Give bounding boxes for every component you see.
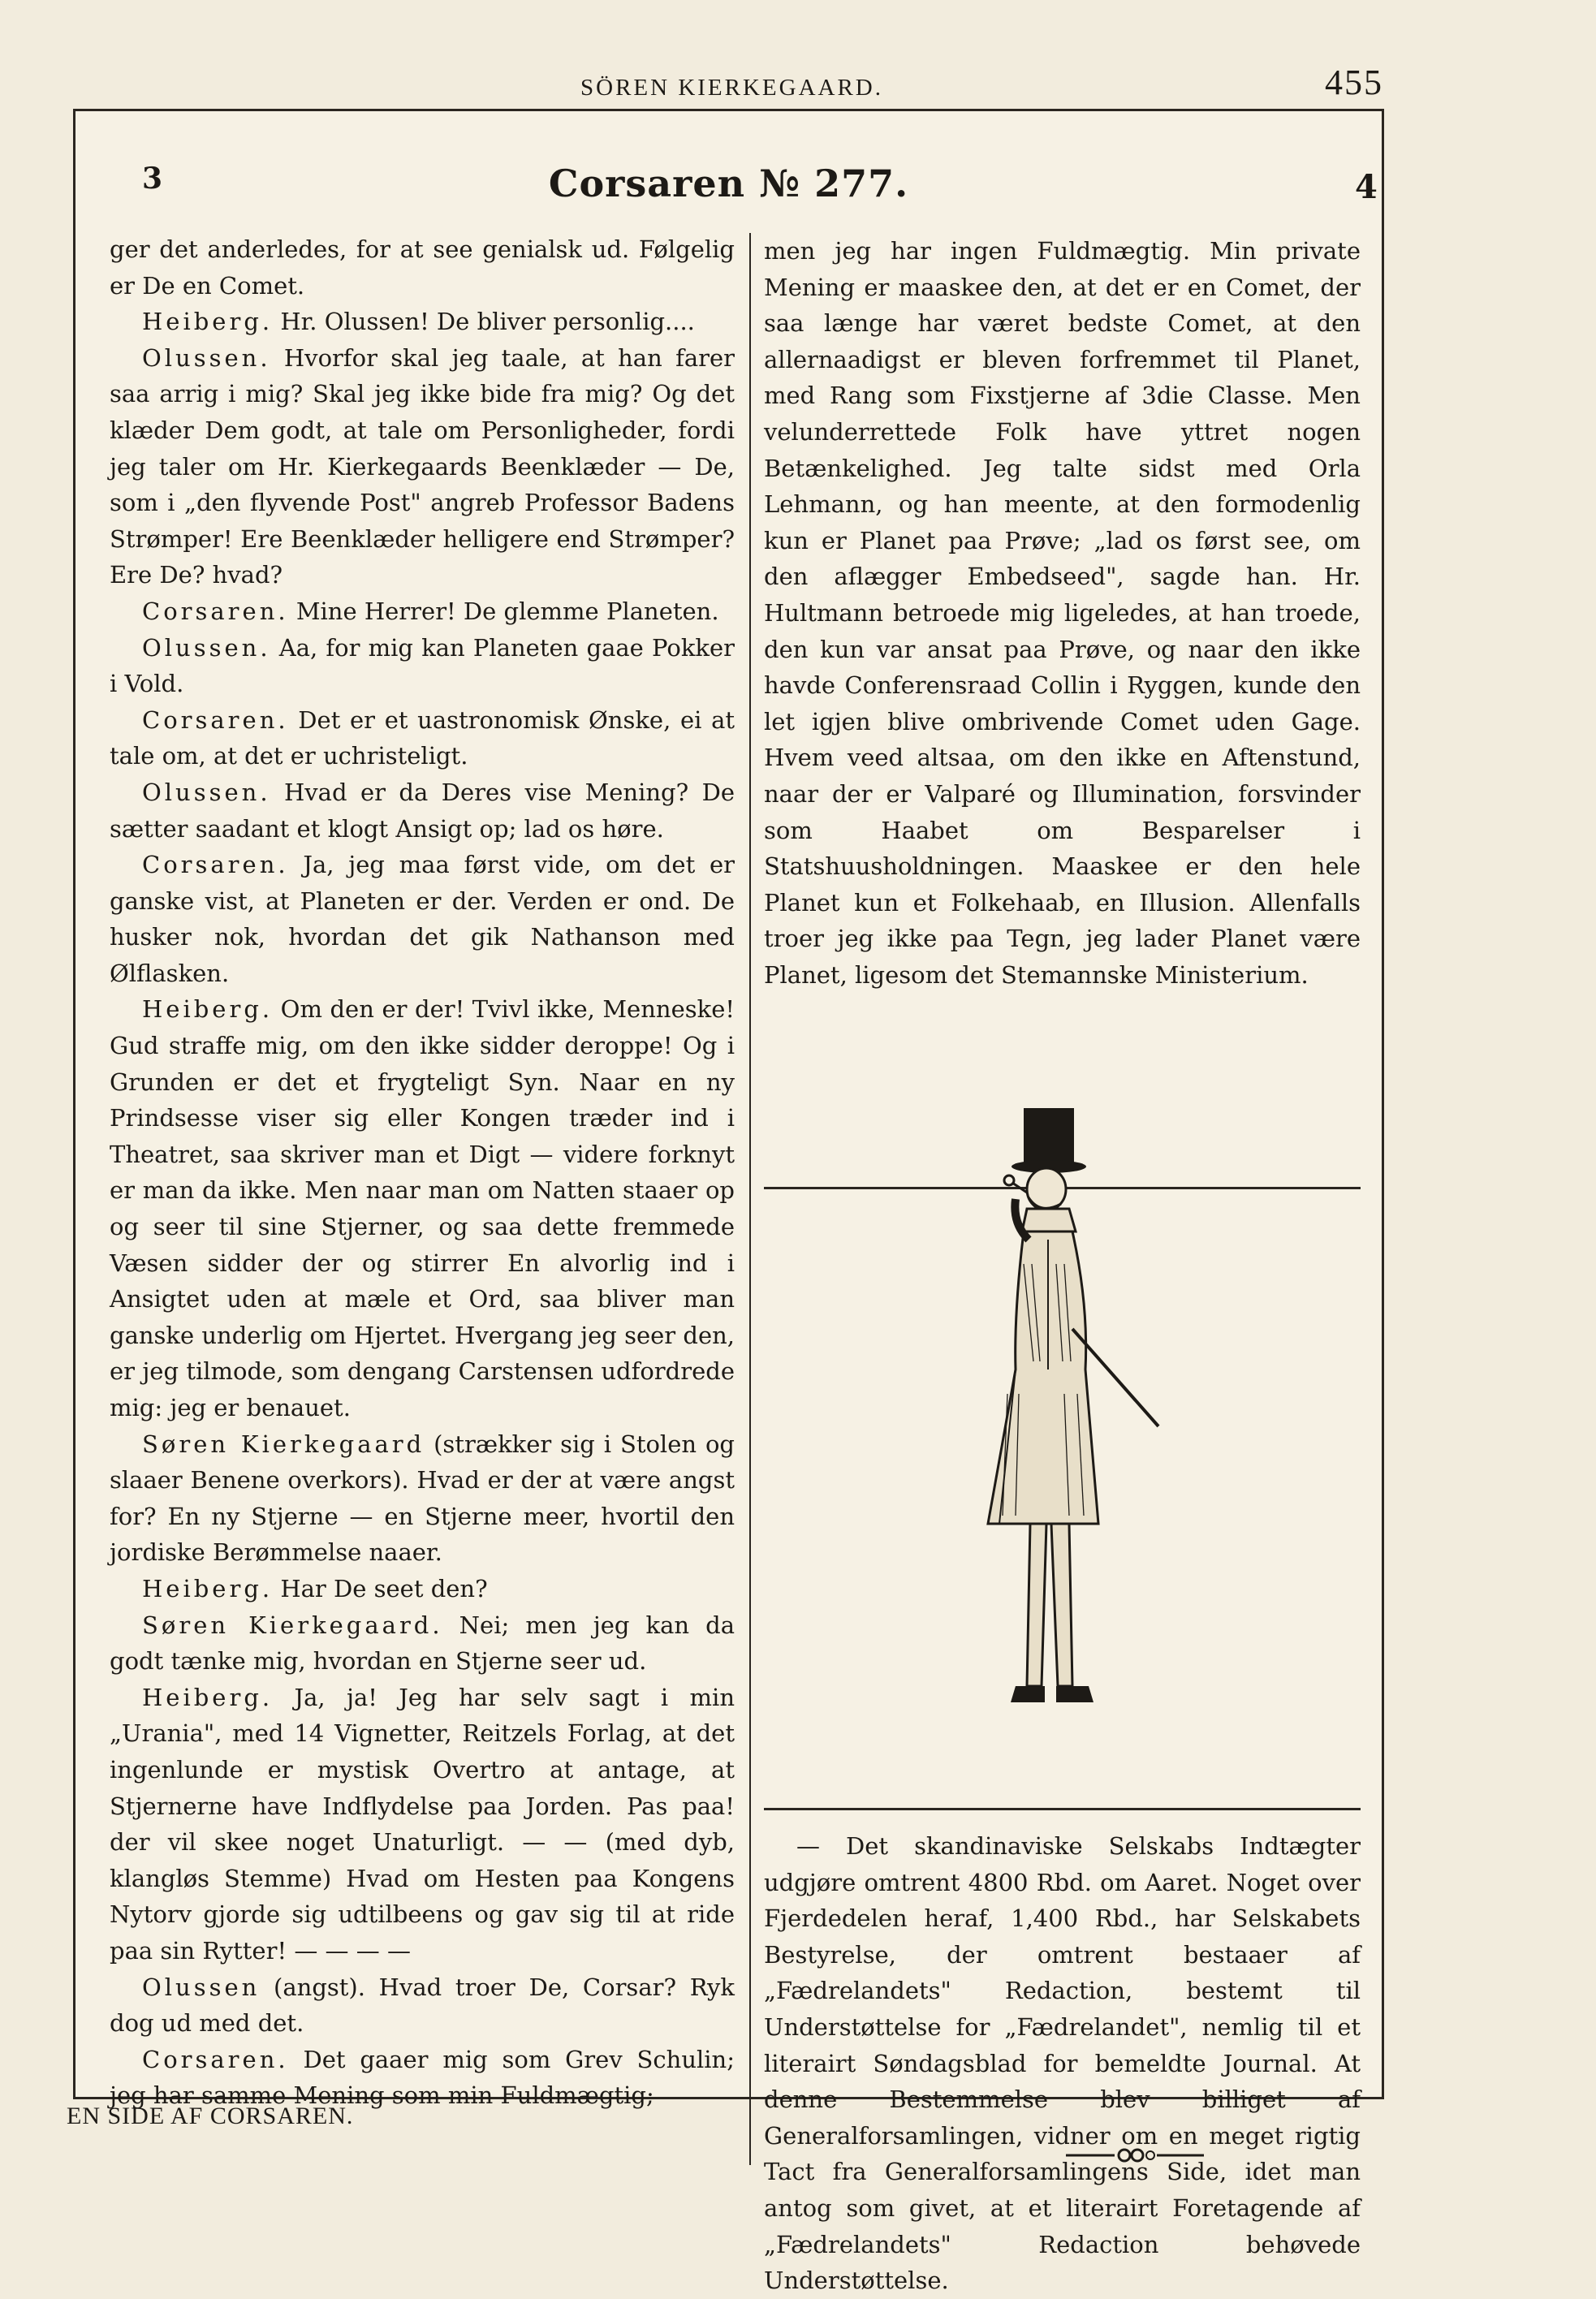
paragraph-text: ger det anderledes, for at see genialsk ud. Følgelig er De en Comet.	[110, 235, 735, 300]
paragraph	[110, 593, 735, 630]
speaker-name: Olussen	[142, 1973, 261, 2001]
speaker-name: Olussen.	[142, 343, 271, 372]
running-head	[0, 50, 1596, 102]
speaker-name: Olussen.	[142, 778, 271, 806]
right-column-bottom	[764, 1828, 1361, 2299]
paragraph	[110, 630, 735, 702]
paragraph-text: men jeg har ingen Fuldmægtig. Min private Mening er maaskee den, at det er en Comet, der saa længe har været bedste Comet, at den allernaadigst er bleven forfremmet til Planet, med Rang som Fixstjerne af 3die Classe. Men velunderrettede Folk have yttret nogen Betænkelighed. Jeg talte sidst med Orla Lehmann, og han meente, at den formodenlig kun er Planet paa Prøve; „lad os først see, om den aflægger Embedseed", sagde han. Hr. Hultmann betroede mig ligeledes, at han troede, den kun var ansat paa Prøve, og naar den ikke havde Conferensraad Collin i Ryggen, kunde den let igjen blive ombrivende Comet uden Gage. Hvem veed altsaa, om den ikke en Aftenstund, naar der er Valparé og Illumination, forsvinder som Haabet om Besparelser i Statshuusholdningen. Maaskee er den hele Planet kun et Folkehaab, en Illusion. Allenfalls troer jeg ikke paa Tegn, jeg lader Planet være Planet, ligesom det Stemannske Ministerium.	[764, 237, 1361, 989]
speaker-name: Heiberg.	[142, 995, 274, 1024]
paragraph	[110, 774, 735, 847]
speaker-name: Heiberg.	[142, 1683, 274, 1711]
paragraph	[110, 847, 735, 991]
paragraph	[110, 1571, 735, 1607]
paragraph-text: Det gaaer mig som Grev Schulin; jeg har samme Mening som min Fuldmægtig;	[110, 2045, 735, 2110]
speaker-name: Corsaren.	[142, 2045, 289, 2073]
paragraph-text: (angst). Hvad troer De, Corsar? Ryk dog ud med det.	[110, 1973, 735, 2038]
speaker-name: Heiberg.	[142, 1574, 274, 1602]
kierkegaard-caricature-icon	[967, 1102, 1162, 1751]
running-title: SÖREN KIERKEGAARD.	[580, 75, 883, 101]
paragraph	[764, 1828, 1361, 2299]
paragraph-text: (strækker sig i Stolen og slaaer Benene overkors). Hvad er der at være angst for? En ny Stjerne — en Stjerne meer, hvortil den jordiske Berømmelse naaer.	[110, 1430, 735, 1567]
paragraph-text: Har De seet den?	[280, 1574, 488, 1602]
paragraph-text: Nei; men jeg kan da godt tænke mig, hvordan en Stjerne seer ud.	[110, 1611, 735, 1676]
paragraph-text: Om den er der! Tvivl ikke, Menneske! Gud straffe mig, om den ikke sidder deroppe! Og i Grunden er det et frygteligt Syn. Naar en ny Prindsesse viser sig eller Kongen træder ind i Theatret, saa skriver man et Digt — videre forknyt er man da ikke. Men naar man om Natten staaer op og seer til sine Stjerner, og saa dette fremmede Væsen sidder der og stirrer En alvorlig ind i Ansigtet uden at mæle et Ord, saa bliver man ganske underlig om Hjertet. Hvergang jeg seer den, er jeg tilmode, som dengang Carstensen udfordrede mig: jeg er benauet.	[110, 995, 735, 1421]
paragraph-text: Hvorfor skal jeg taale, at han farer saa arrig i mig? Skal jeg ikke bide fra mig? Og det klæder Dem godt, at tale om Personligheder, fordi jeg taler om Hr. Kierkegaards Beenklæder — De, som i „den flyvende Post" angreb Professor Badens Strømper! Ere Beenklæder helligere end Strømper? Ere De? hvad?	[110, 343, 735, 589]
column-rule	[749, 233, 751, 2165]
paragraph	[110, 231, 735, 304]
paragraph-text: Hvad er da Deres vise Mening? De sætter saadant et klogt Ansigt op; lad os høre.	[110, 778, 735, 843]
speaker-name: Olussen.	[142, 633, 271, 662]
paragraph	[764, 233, 1361, 993]
speaker-name: Corsaren.	[142, 597, 289, 625]
paragraph	[110, 702, 735, 774]
speaker-name: Heiberg.	[142, 308, 274, 336]
paragraph	[110, 1969, 735, 2042]
paragraph-text: Mine Herrer! De glemme Planeten.	[295, 597, 719, 625]
folio-page-number: 455	[1325, 63, 1383, 102]
paragraph-text: Det er et uastronomisk Ønske, ei at tale om, at det er uchristeligt.	[110, 705, 735, 770]
paragraph-text: Ja, jeg maa først vide, om det er ganske vist, at Planeten er der. Verden er ond. De husker nok, hvordan det gik Nathanson med Ølflasken.	[110, 851, 735, 987]
page-caption: EN SIDE AF CORSAREN.	[67, 2103, 354, 2129]
right-column-top	[764, 233, 1361, 993]
paragraph	[110, 340, 735, 593]
section-divider-bottom	[764, 1808, 1361, 1810]
paragraph	[110, 1680, 735, 1969]
paragraph-text: Aa, for mig kan Planeten gaae Pokker i Vold.	[110, 633, 735, 698]
speaker-name: Søren Kierkegaard	[142, 1430, 425, 1458]
paragraph	[110, 1426, 735, 1571]
paragraph	[110, 304, 735, 340]
paragraph-text: Ja, ja! Jeg har selv sagt i min „Urania", med 14 Vignetter, Reitzels Forlag, at det ingenlunde er mystisk Overtro at antage, at Stjernerne have Indflydelse paa Jorden. Pas paa! der vil skee noget Unaturligt. — — (med dyb, klangløs Stemme) Hvad om Hesten paa Kongens Nytorv gjorde sig udtilbeens og gav sig til at ride paa sin Rytter! — — — —	[110, 1683, 735, 1965]
masthead	[75, 111, 1382, 213]
masthead-page-left: 3	[142, 162, 163, 196]
paragraph	[110, 1607, 735, 1680]
speaker-name: Corsaren.	[142, 851, 289, 879]
ornament-rule-icon	[1066, 2143, 1204, 2167]
speaker-name: Corsaren.	[142, 705, 289, 734]
paragraph-text: Hr. Olussen! De bliver personlig....	[280, 308, 695, 336]
left-column	[110, 231, 735, 2114]
masthead-page-right: 4	[1355, 168, 1378, 206]
speaker-name: Søren Kierkegaard.	[142, 1611, 443, 1639]
right-column	[764, 233, 1361, 2295]
paragraph	[110, 991, 735, 1426]
paragraph-text: — Det skandinaviske Selskabs Indtægter udgjøre omtrent 4800 Rbd. om Aaret. Noget over Fjerdedelen heraf, 1,400 Rbd., har Selskabets Bestyrelse, der omtrent bestaaer af „Fædrelandets" Redaction, bestemt til Understøttelse for „Fædrelandet", nemlig til et literairt Søndagsblad for bemeldte Journal. At denne Bestemmelse blev billiget af Generalforsamlingen, vidner om en meget rigtig Tact fra Generalforsamlingens Side, idet man antog som givet, at et literairt Foretagende af „Fædrelandets" Redaction behøvede Understøttelse.	[764, 1832, 1361, 2295]
masthead-title: Corsaren № 277.	[548, 162, 909, 205]
